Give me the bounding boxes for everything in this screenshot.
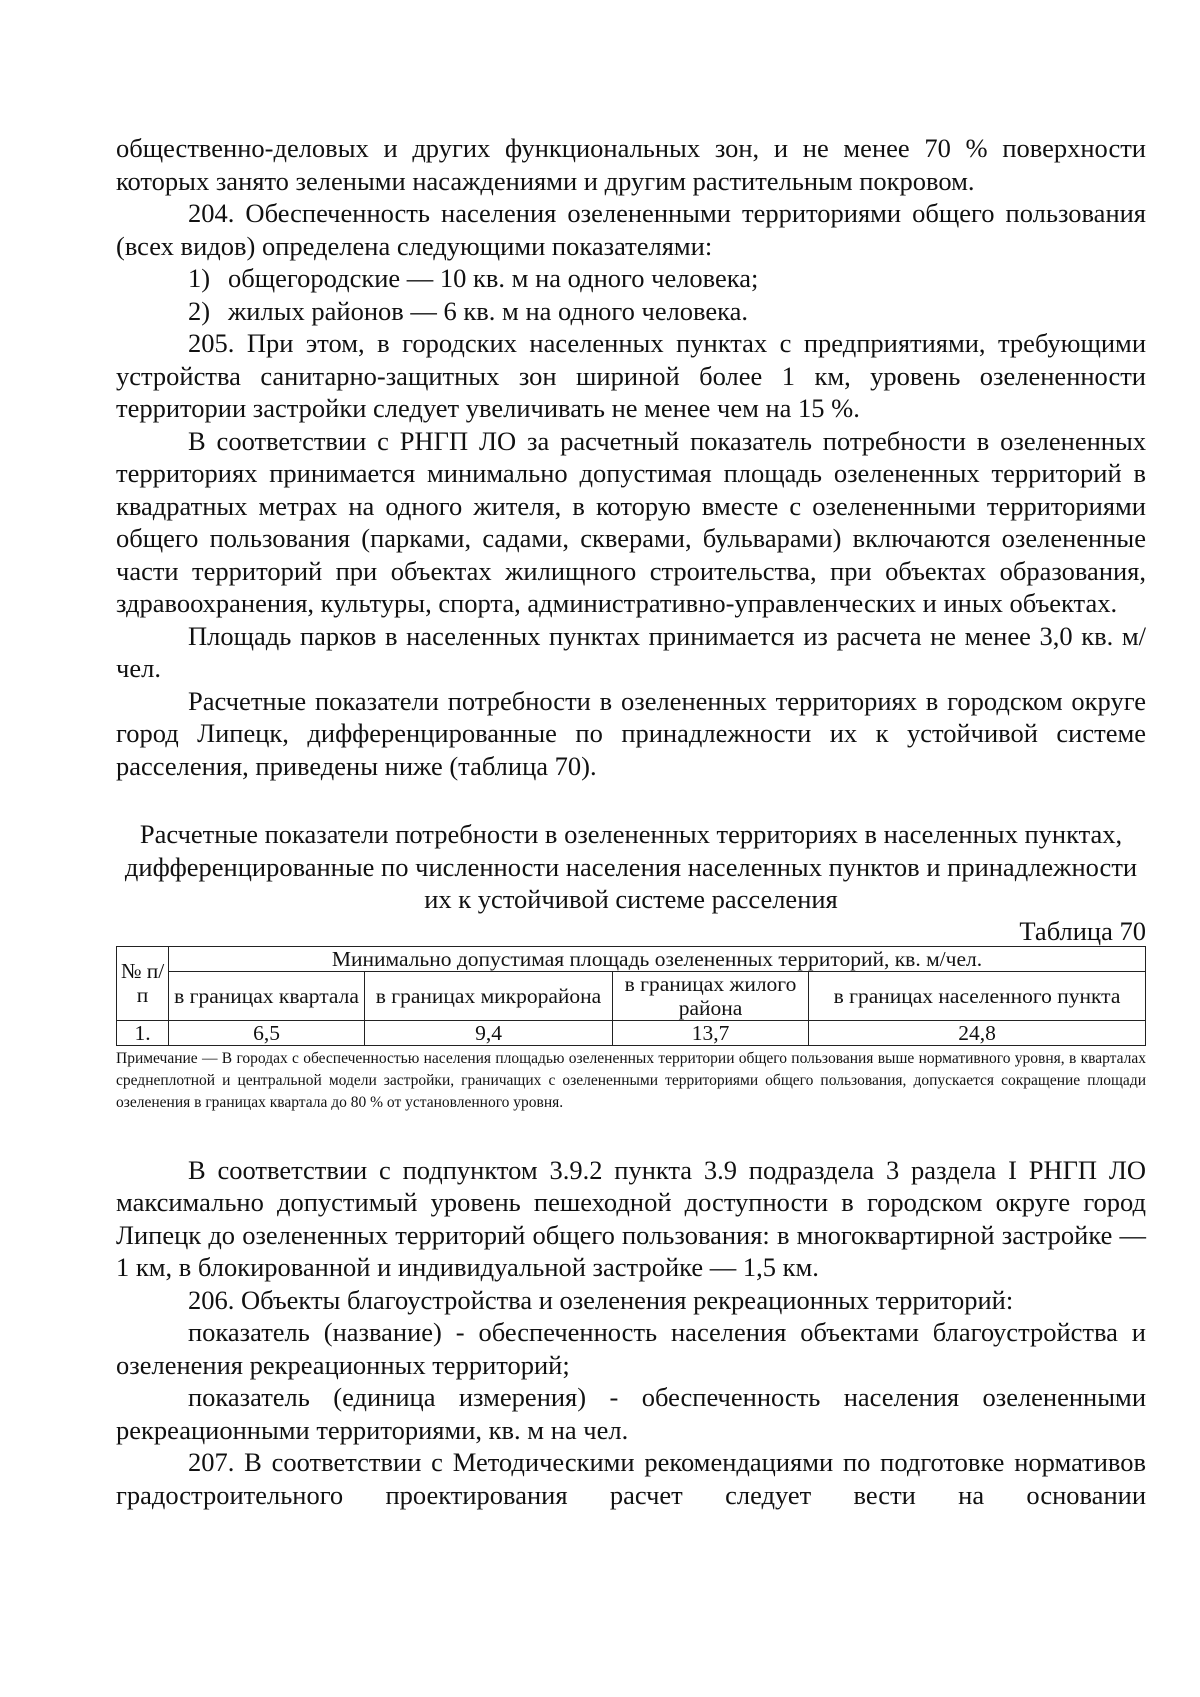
cell-value: 9,4 (365, 1020, 613, 1045)
paragraph-204: 204. Обеспеченность населения озелененными территориями общего пользования (всех видов) определена следующими показателями: (116, 198, 1146, 261)
cell-number: 1. (117, 1020, 169, 1045)
paragraph-indicators: Расчетные показатели потребности в озелененных территориях в городском округе город Липецк, дифференцированные по принадлежности их к устойчивой системе расселения, приведены ниже (таблица 70). (116, 685, 1146, 781)
document-page (116, 132, 1146, 1511)
paragraph-207: 207. В соответствии с Методическими рекомендациями по подготовке нормативов градостроительного проектирования расчет следует вести на основании (116, 1447, 1146, 1510)
green-areas-table (116, 946, 1146, 1046)
list-item (116, 295, 1146, 328)
paragraph-206: 206. Объекты благоустройства и озеленения рекреационных территорий: (188, 1284, 1014, 1315)
header-microdistrict: в границах микрорайона (365, 971, 613, 1020)
paragraph-205: 205. При этом, в городских населенных пунктах с предприятиями, требующими устройства санитарно-защитных зон шириной более 1 км, уровень озелененности территории застройки следует увеличивать не менее чем на 15 %. (116, 328, 1146, 423)
list-item-text: жилых районов — 6 кв. м на одного человека. (228, 295, 749, 326)
paragraph-green-zones: общественно-деловых и других функциональных зон, и не менее 70 % поверхности которых занято зелеными насаждениями и другим растительным покровом. (116, 133, 1146, 196)
header-group: Минимально допустимая площадь озелененных территорий, кв. м/чел. (169, 946, 1146, 971)
cell-value: 24,8 (809, 1020, 1146, 1045)
header-residential-district: в границах жилого района (613, 971, 809, 1020)
cell-value: 6,5 (169, 1020, 365, 1045)
table-row (117, 1020, 1146, 1045)
header-settlement: в границах населенного пункта (809, 971, 1146, 1020)
paragraph-indicator-unit: показатель (единица измерения) - обеспеченность населения озелененными рекреационными территориями, кв. м на чел. (116, 1382, 1146, 1445)
table-caption: Расчетные показатели потребности в озелененных территориях в населенных пунктах, дифференцированные по численности населения населенных пунктов и принадлежности их к устойчивой системе расселения (124, 819, 1138, 914)
paragraph-accessibility: В соответствии с подпунктом 3.9.2 пункта 3.9 подраздела 3 раздела I РНГП ЛО максимально допустимый уровень пешеходной доступности в городском округе город Липецк до озелененных территорий общего пользования: в многоквартирной застройке — 1 км, в блокированной и индивидуальной застройке — 1,5 км. (116, 1154, 1146, 1282)
paragraph-parks: Площадь парков в населенных пунктах принимается из расчета не менее 3,0 кв. м/чел. (116, 620, 1146, 683)
list-item-number: 1) (188, 263, 211, 293)
header-number: № п/п (117, 946, 169, 1020)
spacer (116, 1114, 1146, 1154)
header-quarter: в границах квартала (169, 971, 365, 1020)
paragraph-rngp: В соответствии с РНГП ЛО за расчетный показатель потребности в озелененных территориях принимается минимально допустимая площадь озелененных территорий в квадратных метрах на одного жителя, в которую вместе с озелененными территориями общего пользования (парками, садами, скверами, бульварами) включаются озелененные части территорий при объектах жилищного строительства, при объектах образования, здравоохранения, культуры, спорта, административно-управленческих и иных объектах. (116, 425, 1146, 618)
list-item (116, 262, 1146, 295)
table-number: Таблица 70 (1019, 915, 1146, 946)
table-note: Примечание — В городах с обеспеченностью населения площадью озелененных территории общего пользования выше нормативного уровня, в кварталах среднеплотной и центральной модели застройки, граничащих с озелененными территориями общего пользования, допускается сокращение площади озеленения в границах квартала до 80 % от установленного уровня. (116, 1049, 1146, 1111)
cell-value: 13,7 (613, 1020, 809, 1045)
list-item-text: общегородские — 10 кв. м на одного человека; (228, 263, 759, 293)
list-item-number: 2) (188, 295, 211, 326)
paragraph-indicator-name: показатель (название) - обеспеченность населения объектами благоустройства и озеленения рекреационных территорий; (116, 1317, 1146, 1380)
